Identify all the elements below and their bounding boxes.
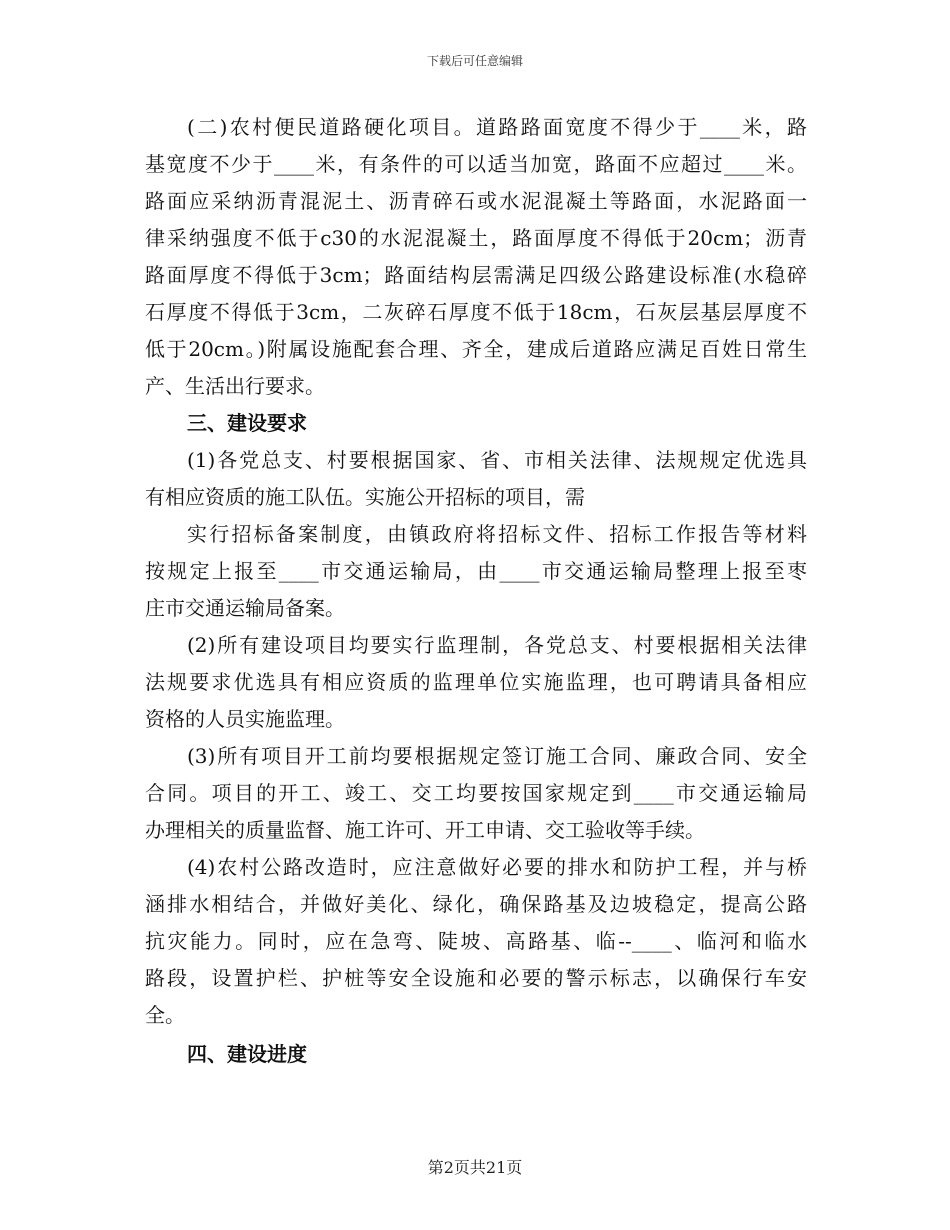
section-heading: 三、建设要求 <box>187 411 307 435</box>
paragraph-line: 律采纳强度不低于c30的水泥混凝土，路面厚度不得低于20cm；沥青 <box>145 226 807 250</box>
paragraph-line: 路面厚度不得低于3cm；路面结构层需满足四级公路建设标准(水稳碎 <box>145 263 807 287</box>
paragraph-line: 基宽度不少于____米，有条件的可以适当加宽，路面不应超过____米。 <box>145 152 807 176</box>
paragraph-line: 有相应资质的施工队伍。实施公开招标的项目，需 <box>145 485 585 509</box>
paragraph-line: 低于20cm。)附属设施配套合理、齐全，建成后道路应满足百姓日常生 <box>145 337 807 361</box>
paragraph-line: (二)农村便民道路硬化项目。道路路面宽度不得少于____米，路 <box>187 115 807 139</box>
paragraph-line: 法规要求优选具有相应资质的监理单位实施监理，也可聘请具备相应 <box>145 670 807 694</box>
section-heading: 四、建设进度 <box>187 1042 307 1066</box>
page-header: 下载后可任意编辑 <box>426 54 523 68</box>
paragraph-line: 石厚度不得低于3cm，二灰碎石厚度不低于18cm，石灰层基层厚度不 <box>145 300 807 324</box>
paragraph-line: 办理相关的质量监督、施工许可、开工申请、交工验收等手续。 <box>145 818 705 842</box>
paragraph-line: 涵排水相结合，并做好美化、绿化，确保路基及边坡稳定，提高公路 <box>145 892 807 916</box>
page-footer: 第2页共21页 <box>427 1158 523 1177</box>
paragraph-line: 抗灾能力。同时，应在急弯、陡坡、高路基、临--____、临河和临水 <box>145 929 807 953</box>
paragraph-line: 产、生活出行要求。 <box>145 374 325 398</box>
paragraph-line: (3)所有项目开工前均要根据规定签订施工合同、廉政合同、安全 <box>187 744 807 768</box>
paragraph-line: (2)所有建设项目均要实行监理制，各党总支、村要根据相关法律 <box>187 633 807 657</box>
paragraph-line: 按规定上报至____市交通运输局，由____市交通运输局整理上报至枣 <box>145 559 807 583</box>
paragraph-line: (1)各党总支、村要根据国家、省、市相关法律、法规规定优选具 <box>187 448 807 472</box>
paragraph-line: 资格的人员实施监理。 <box>145 707 345 731</box>
paragraph-line: (4)农村公路改造时，应注意做好必要的排水和防护工程，并与桥 <box>187 855 807 879</box>
paragraph-line: 全。 <box>145 1003 185 1027</box>
paragraph-line: 路段，设置护栏、护桩等安全设施和必要的警示标志，以确保行车安 <box>145 966 807 990</box>
paragraph-line: 实行招标备案制度，由镇政府将招标文件、招标工作报告等材料 <box>187 522 807 546</box>
paragraph-line: 庄市交通运输局备案。 <box>145 596 345 620</box>
paragraph-line: 路面应采纳沥青混泥土、沥青碎石或水泥混凝土等路面，水泥路面一 <box>145 189 807 213</box>
paragraph-line: 合同。项目的开工、竣工、交工均要按国家规定到____市交通运输局 <box>145 781 807 805</box>
